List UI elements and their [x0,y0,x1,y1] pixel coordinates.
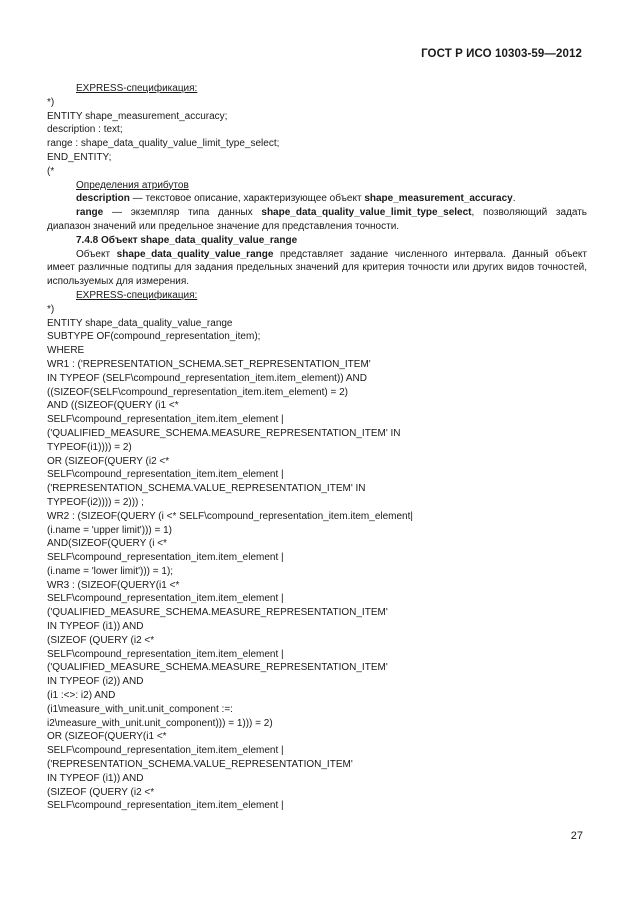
page-number: 27 [570,830,583,842]
range-description-paragraph [47,248,587,289]
code-line: range : shape_data_quality_value_limit_type_select; [47,138,280,150]
description-definition [47,192,587,206]
code-line: IN TYPEOF (i1)) AND [47,772,144,784]
code-line: SUBTYPE OF(compound_representation_item); [47,331,261,343]
code-line: ('QUALIFIED_MEASURE_SCHEMA.MEASURE_REPRESENTATION_ITEM' [47,662,388,674]
description-text: — текстовое описание, характеризующее объект [129,193,365,205]
paragraph-start: Объект [76,248,117,260]
code-line: ('QUALIFIED_MEASURE_SCHEMA.MEASURE_REPRESENTATION_ITEM' [47,607,388,619]
range-rest: , позволяющий задать диапазон значений или предельное значение для представления точности. [47,207,587,232]
code-line: *) [47,303,55,315]
range-definition [47,206,587,234]
description-term: description [76,193,130,205]
code-line: IN TYPEOF (SELF\compound_representation_item.item_element)) AND [47,372,367,384]
code-line: OR (SIZEOF(QUERY(i1 <* [47,731,167,743]
code-line: description : text; [47,124,123,136]
code-line: (i.name = 'upper limit'))) = 1) [47,524,172,536]
description-end: . [512,193,516,205]
code-line: TYPEOF(i1)))) = 2) [47,441,132,453]
range-term: range [76,207,104,219]
code-line: (i1\measure_with_unit.unit_component :=: [47,703,233,715]
section-entity: shape_data_quality_value_range [140,234,298,246]
express-spec-heading-2: EXPRESS-спецификация: [76,289,198,301]
section-heading-7-4-8 [47,234,587,248]
section-number: 7.4.8 [76,234,99,246]
code-line: IN TYPEOF (i2)) AND [47,676,144,688]
code-line: SELF\compound_representation_item.item_element | [47,745,284,757]
range-type: shape_data_quality_value_limit_type_select [261,207,472,219]
description-entity: shape_measurement_accuracy [364,193,513,205]
range-text: — экземпляр типа данных [103,207,262,219]
paragraph-rest: представляет задание численного интервала. Данный объект имеет различные подтипы для задания предельных значений для критерия точности или других видов точностей, используемых для измерения. [47,248,587,288]
code-line: WHERE [47,345,85,357]
code-block-1 [47,96,587,179]
code-line: OR (SIZEOF(QUERY (i2 <* [47,455,170,467]
code-line: *) [47,96,55,108]
express-spec-heading-1: EXPRESS-спецификация: [76,83,198,94]
code-line: ENTITY shape_data_quality_value_range [47,317,233,329]
document-code-header: ГОСТ Р ИСО 10303-59—2012 [421,48,582,60]
code-line: TYPEOF(i2)))) = 2))) ; [47,496,144,508]
code-line: ('REPRESENTATION_SCHEMA.VALUE_REPRESENTATION_ITEM' IN [47,483,366,495]
code-line: SELF\compound_representation_item.item_element | [47,414,284,426]
code-line: (i1 :<>: i2) AND [47,690,116,702]
code-line: WR1 : ('REPRESENTATION_SCHEMA.SET_REPRESENTATION_ITEM' [47,358,371,370]
code-line: ((SIZEOF(SELF\compound_representation_item.item_element) = 2) [47,386,348,398]
paragraph-entity: shape_data_quality_value_range [116,248,274,260]
code-line: WR3 : (SIZEOF(QUERY(i1 <* [47,579,180,591]
code-line: SELF\compound_representation_item.item_element | [47,469,284,481]
code-line: (SIZEOF (QUERY (i2 <* [47,786,155,798]
code-line: SELF\compound_representation_item.item_element | [47,800,284,812]
code-line: SELF\compound_representation_item.item_element | [47,552,284,564]
code-line: AND(SIZEOF(QUERY (i <* [47,538,167,550]
code-line: i2\measure_with_unit.unit_component))) = 1))) = 2) [47,717,273,729]
code-line: SELF\compound_representation_item.item_element | [47,593,284,605]
code-line: (SIZEOF (QUERY (i2 <* [47,634,155,646]
code-line: AND ((SIZEOF(QUERY (i1 <* [47,400,179,412]
page-body [47,82,587,813]
code-line: WR2 : (SIZEOF(QUERY (i <* SELF\compound_representation_item.item_element| [47,510,413,522]
code-line: ENTITY shape_measurement_accuracy; [47,110,228,122]
section-word: Объект [101,234,138,246]
code-line: (* [47,165,55,177]
code-block-2 [47,303,587,813]
code-line: IN TYPEOF (i1)) AND [47,621,144,633]
code-line: END_ENTITY; [47,151,112,163]
attribute-definitions-heading: Определения атрибутов [76,179,189,191]
code-line: SELF\compound_representation_item.item_element | [47,648,284,660]
code-line: ('QUALIFIED_MEASURE_SCHEMA.MEASURE_REPRESENTATION_ITEM' IN [47,427,401,439]
code-line: ('REPRESENTATION_SCHEMA.VALUE_REPRESENTATION_ITEM' [47,759,353,771]
code-line: (i.name = 'lower limit'))) = 1); [47,565,174,577]
